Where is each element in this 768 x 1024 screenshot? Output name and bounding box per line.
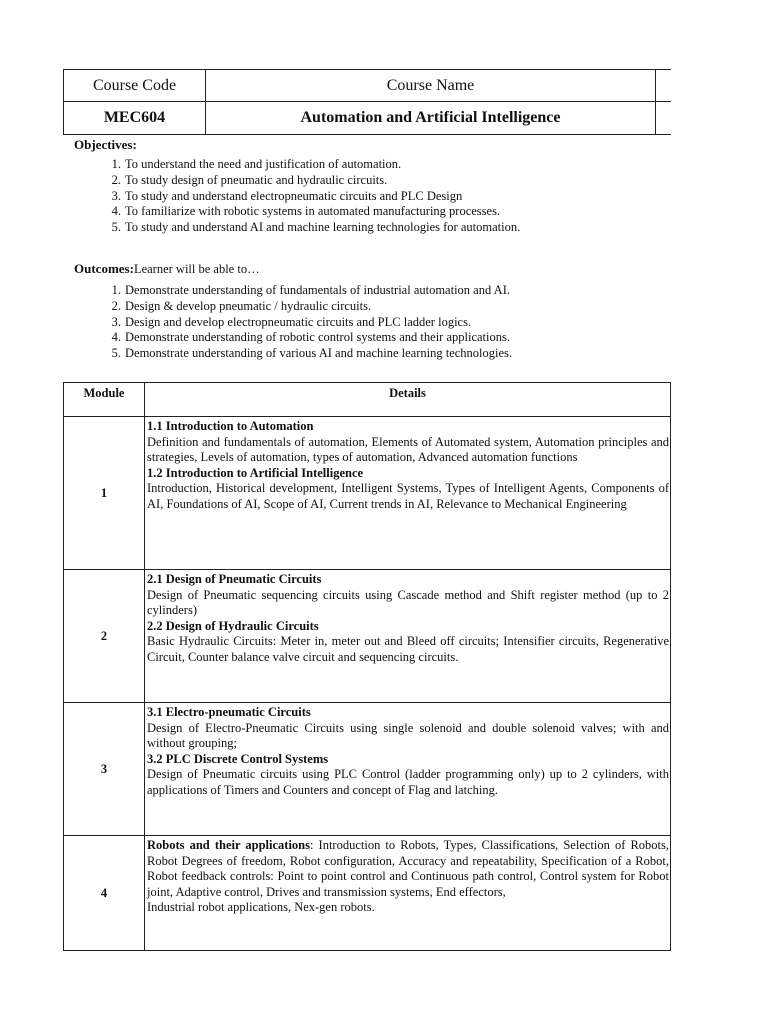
- subsection-text: Design of Pneumatic circuits using PLC Control (ladder programming only) up to 2 cylinders, with applications of Timers and Counters and concept of Flag and latching.: [147, 767, 669, 797]
- outcomes-list: [74, 283, 512, 362]
- course-table: [63, 69, 671, 135]
- subsection-title: 1.1 Introduction to Automation: [147, 419, 314, 433]
- list-item: 4. Demonstrate understanding of robotic control systems and their applications.: [111, 330, 510, 345]
- course-header-row: [64, 70, 672, 102]
- module-details: [145, 836, 671, 951]
- details-header: Details: [145, 383, 671, 417]
- table-row: [64, 703, 671, 836]
- module-number: 1: [64, 417, 145, 570]
- course-code: MEC604: [64, 102, 206, 135]
- module-number: 4: [64, 836, 145, 951]
- subsection-text: Introduction, Historical development, Intelligent Systems, Types of Intelligent Agents, Components of AI, Foundations of AI, Scope of AI, Current trends in AI, Relevance to Mechanical Engineering: [147, 481, 669, 511]
- course-name-header: Course Name: [206, 70, 656, 102]
- subsection-text: Definition and fundamentals of automation, Elements of Automated system, Automation principles and strategies, Levels of automation, types of automation, Advanced automation functions: [147, 434, 669, 465]
- module-number: 3: [64, 703, 145, 836]
- module-details: [145, 570, 671, 703]
- list-item: 5. Demonstrate understanding of various AI and machine learning technologies.: [111, 346, 513, 361]
- list-item: 3. To study and understand electropneumatic circuits and PLC Design: [111, 188, 463, 203]
- module-number: 2: [64, 570, 145, 703]
- outcomes-section: [74, 261, 512, 362]
- list-item: 1. To understand the need and justification of automation.: [111, 157, 402, 171]
- subsection-title: 3.1 Electro-pneumatic Circuits: [147, 705, 311, 719]
- list-item: 4. To familiarize with robotic systems in automated manufacturing processes.: [111, 204, 501, 219]
- subsection-text: Design of Pneumatic sequencing circuits using Cascade method and Shift register method (up to 2 cylinders): [147, 587, 669, 618]
- subsection-text: : Introduction to Robots, Types, Classifications, Selection of Robots, Robot Degrees of freedom, Robot configuration, Accuracy and repeatability, Specification of a Robot, Robot feedback controls: Point to point control and Continuous path control, Control system for Robot joint, Adaptive control, Drives and transmission systems, End effectors,: [147, 838, 669, 899]
- subsection-text: Design of Electro-Pneumatic Circuits using single solenoid and double solenoid valves; with and without grouping;: [147, 720, 669, 751]
- module-details: [145, 417, 671, 570]
- subsection-title: 3.2 PLC Discrete Control Systems: [147, 751, 329, 766]
- objectives-section: [74, 137, 520, 236]
- subsection-title: Robots and their applications: [147, 838, 310, 852]
- list-item: 3. Design and develop electropneumatic circuits and PLC ladder logics.: [111, 314, 472, 329]
- table-row: [64, 836, 671, 951]
- table-row: [64, 417, 671, 570]
- module-details: [145, 703, 671, 836]
- list-item: 5. To study and understand AI and machine learning technologies for automation.: [111, 220, 521, 235]
- course-extra-cell: [656, 102, 672, 135]
- subsection-title: 2.2 Design of Hydraulic Circuits: [147, 618, 319, 633]
- subsection-text: Industrial robot applications, Nex-gen robots.: [147, 900, 375, 915]
- course-data-row: [64, 102, 672, 135]
- subsection-title: 1.2 Introduction to Artificial Intelligence: [147, 465, 364, 480]
- subsection-title: 2.1 Design of Pneumatic Circuits: [147, 572, 322, 586]
- list-item: 2. To study design of pneumatic and hydraulic circuits.: [111, 172, 388, 187]
- module-header-row: [64, 383, 671, 417]
- outcomes-title: Outcomes:Learner will be able to…: [74, 261, 260, 276]
- course-extra-cell: [656, 70, 672, 102]
- objectives-list: [74, 157, 520, 236]
- module-header: Module: [64, 383, 145, 417]
- list-item: 1. Demonstrate understanding of fundamentals of industrial automation and AI.: [111, 283, 510, 297]
- module-table: [63, 382, 671, 951]
- table-row: [64, 570, 671, 703]
- list-item: 2. Design & develop pneumatic / hydraulic circuits.: [111, 298, 372, 313]
- subsection-text: Basic Hydraulic Circuits: Meter in, meter out and Bleed off circuits; Intensifier circuits, Regenerative Circuit, Counter balance valve circuit and sequencing circuits.: [147, 634, 669, 664]
- course-name: Automation and Artificial Intelligence: [206, 102, 656, 135]
- objectives-title: Objectives:: [74, 137, 137, 152]
- course-code-header: Course Code: [64, 70, 206, 102]
- outcomes-lead: Learner will be able to…: [133, 262, 260, 276]
